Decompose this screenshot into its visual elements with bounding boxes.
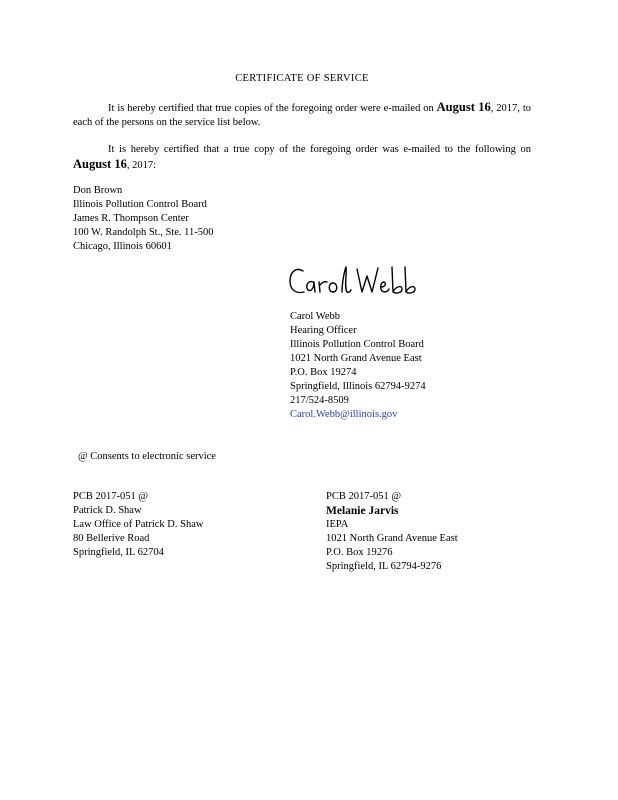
certification-paragraph-2 — [73, 143, 531, 173]
service-name: Patrick D. Shaw — [73, 505, 142, 516]
service-line: 1021 North Grand Avenue East — [326, 533, 458, 544]
signer-line: Springfield, Illinois 62794-9274 — [290, 381, 426, 392]
service-line: IEPA — [326, 519, 349, 530]
para2-text-after: , 2017: — [126, 160, 157, 171]
recipient-line: Illinois Pollution Control Board — [73, 199, 207, 210]
signer-line: 217/524-8509 — [290, 395, 349, 406]
signer-email-link[interactable]: Carol.Webb@illinois.gov — [290, 409, 398, 420]
signer-block — [290, 310, 426, 422]
para2-text: It is hereby certified that a true copy of the foregoing order was e-mailed to the following on — [108, 144, 531, 155]
service-case-number: PCB 2017-051 @ — [326, 491, 402, 502]
recipient-line: Chicago, Illinois 60601 — [73, 241, 172, 252]
para1-date: August 16 — [436, 100, 491, 114]
handwritten-signature — [287, 262, 427, 302]
para1-text-after: , 2017, to each of the persons on the service list below. — [73, 103, 531, 128]
document-title: CERTIFICATE OF SERVICE — [235, 73, 369, 84]
service-line: P.O. Box 19276 — [326, 547, 393, 558]
service-name: Melanie Jarvis — [326, 505, 399, 517]
recipient-line: 100 W. Randolph St., Ste. 11-500 — [73, 227, 214, 238]
recipient-line: Don Brown — [73, 185, 123, 196]
service-line: Springfield, IL 62704 — [73, 547, 164, 558]
recipient-line: James R. Thompson Center — [73, 213, 189, 224]
recipient-address-block — [73, 184, 214, 254]
signer-line: 1021 North Grand Avenue East — [290, 353, 422, 364]
service-line: 80 Bellerive Road — [73, 533, 150, 544]
para1-text: It is hereby certified that true copies of the foregoing order were e-mailed on — [108, 103, 434, 114]
service-line: Springfield, IL 62794-9276 — [326, 561, 442, 572]
para2-date: August 16 — [73, 157, 127, 171]
signer-line: Hearing Officer — [290, 325, 357, 336]
service-line: Law Office of Patrick D. Shaw — [73, 519, 204, 530]
signer-line: Carol Webb — [290, 311, 340, 322]
signer-line: Illinois Pollution Control Board — [290, 339, 424, 350]
service-case-number: PCB 2017-051 @ — [73, 491, 149, 502]
service-list-left — [73, 490, 203, 560]
signer-line: P.O. Box 19274 — [290, 367, 357, 378]
service-list-right — [326, 490, 458, 574]
certification-paragraph-1 — [73, 100, 531, 130]
electronic-service-legend: @ Consents to electronic service — [78, 451, 216, 462]
